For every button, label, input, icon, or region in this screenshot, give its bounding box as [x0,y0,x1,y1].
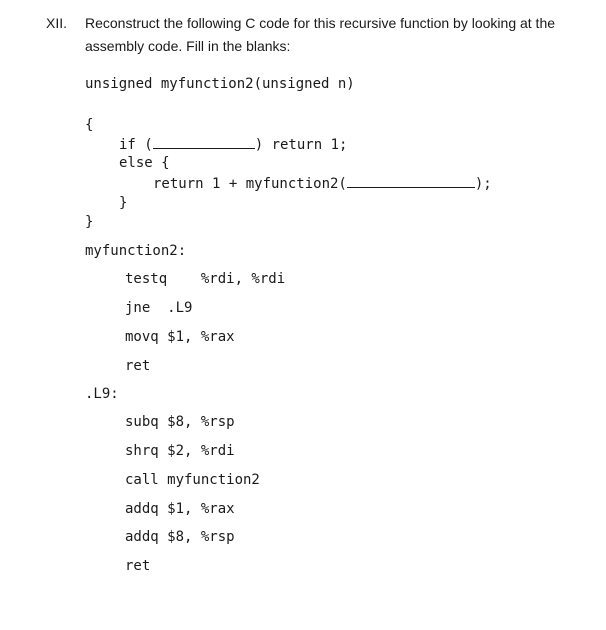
asm-line: ret [125,358,151,374]
question-number: XII. [46,15,68,31]
fill-blank-condition[interactable] [153,136,255,149]
asm-line: ret [125,558,151,574]
question-prompt-line2: assembly code. Fill in the blanks: [85,38,291,54]
c-inner-close-brace: } [119,195,128,211]
c-if-suffix: ) return 1; [254,137,348,153]
asm-label-l9: .L9: [85,386,119,402]
question-prompt-line1: Reconstruct the following C code for this recursive function by looking at the [85,15,556,31]
c-return-prefix: return 1 + myfunction2( [153,176,347,192]
asm-line: subq $8, %rsp [125,414,235,430]
asm-line: addq $8, %rsp [125,529,235,545]
asm-line: movq $1, %rax [125,329,235,345]
c-return-line [153,175,492,192]
asm-line: jne .L9 [125,300,193,316]
asm-line: addq $1, %rax [125,501,235,517]
c-else-line: else { [119,155,170,171]
c-if-prefix: if ( [119,137,153,153]
c-outer-close-brace: } [85,214,94,230]
c-return-suffix: ); [474,176,492,192]
fill-blank-argument[interactable] [347,175,475,188]
asm-line: testq %rdi, %rdi [125,271,286,287]
c-open-brace: { [85,117,94,133]
asm-label-main: myfunction2: [85,243,187,259]
asm-line: call myfunction2 [125,472,260,488]
asm-line: shrq $2, %rdi [125,443,235,459]
c-if-line [119,136,347,153]
c-function-signature: unsigned myfunction2(unsigned n) [85,76,355,92]
